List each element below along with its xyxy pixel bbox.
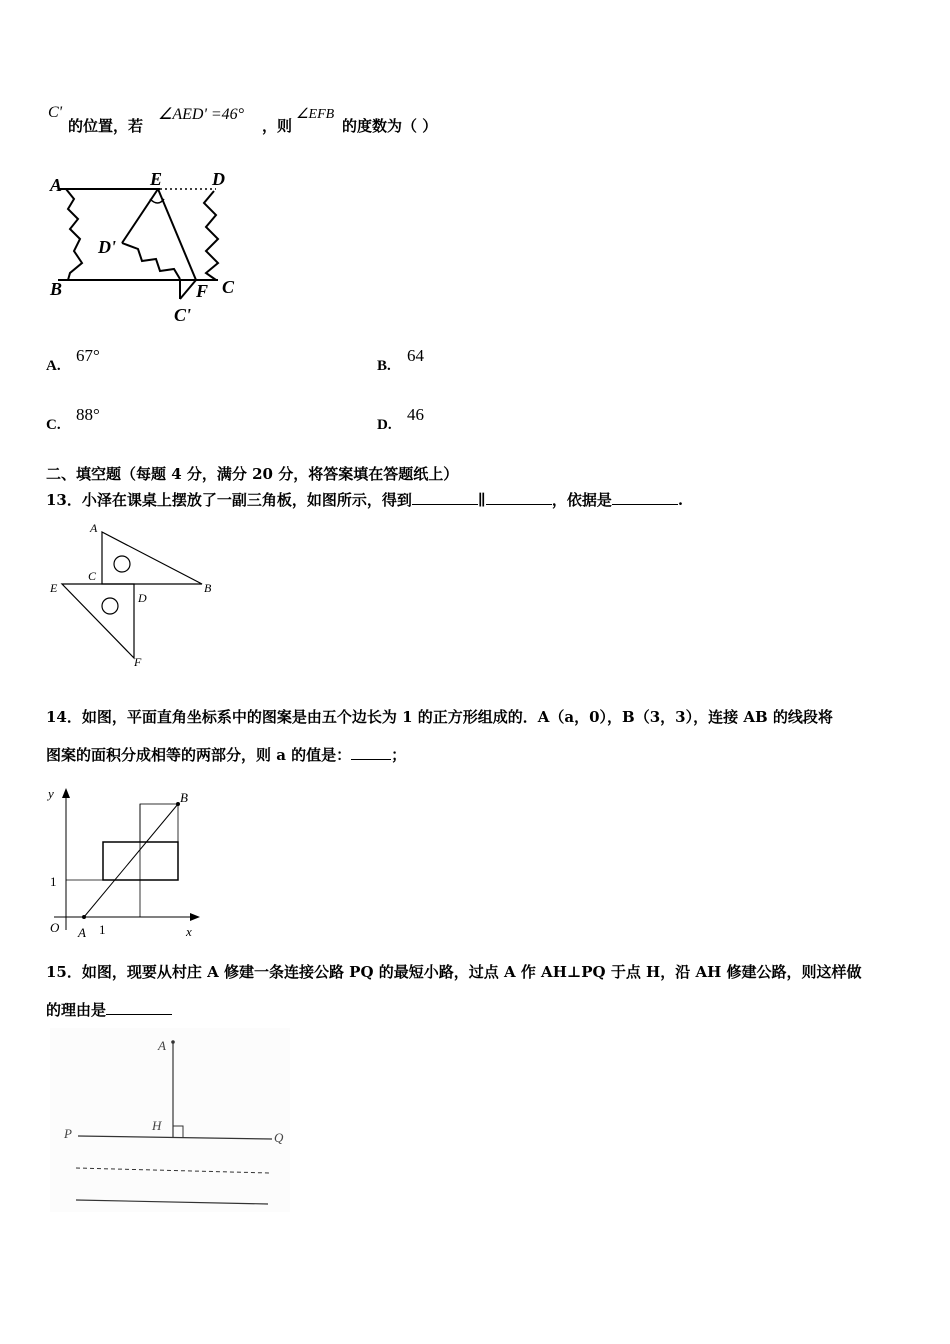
option-b-value: 64 <box>407 346 424 365</box>
q12-text-position: 的位置，若 <box>68 117 144 135</box>
label-b: B <box>50 279 63 299</box>
option-c[interactable] <box>46 403 166 437</box>
option-a-label: A. <box>46 358 61 374</box>
q13-blank-2[interactable] <box>486 490 552 505</box>
q12-text-then: ，则 <box>262 117 293 135</box>
option-d-label: D. <box>377 417 392 433</box>
q14-text-line-2: 图案的面积分成相等的两部分，则 a 的值是： <box>46 746 352 764</box>
point-a <box>171 1040 175 1044</box>
label-one-x: 1 <box>99 922 106 937</box>
q14-text-line-1: 如图，平面直角坐标系中的图案是由五个边长为 1 的正方形组成的．A（a，0），B（3，3），连接 AB 的线段将 <box>81 708 833 726</box>
q15-figure <box>50 1028 290 1212</box>
scan-background <box>50 1028 290 1212</box>
angle-aed-expression: ∠AED' =46° <box>158 106 245 123</box>
option-b-label: B. <box>377 358 391 374</box>
segment-fc-prime <box>180 280 196 299</box>
segment-ef <box>158 189 196 280</box>
zigzag-ab <box>66 189 82 280</box>
y-axis-arrow <box>62 788 70 798</box>
q15-text-line-2: 的理由是 <box>46 1001 107 1019</box>
zigzag-d-prime <box>122 243 180 279</box>
c-prime-symbol: C' <box>48 104 63 121</box>
segment-ed-prime <box>122 189 158 243</box>
label-q: Q <box>274 1130 284 1145</box>
q13-figure <box>46 520 226 670</box>
option-d-value: 46 <box>407 405 424 424</box>
label-d: D <box>212 169 225 189</box>
q13-blank-1[interactable] <box>412 490 478 505</box>
option-d[interactable] <box>377 403 497 437</box>
q15-line-1 <box>46 961 861 982</box>
hole-lower <box>102 598 118 614</box>
label-b: B <box>204 581 212 595</box>
label-x: x <box>186 924 192 939</box>
option-c-label: C. <box>46 417 61 433</box>
segment-ab <box>84 804 178 917</box>
q14-line-2 <box>46 744 406 765</box>
q13-text-end: . <box>677 491 684 509</box>
label-a: A <box>50 175 63 195</box>
q15-number: 15． <box>46 963 82 981</box>
point-a <box>82 915 86 919</box>
q13-number: 13． <box>46 491 82 509</box>
triangle-def <box>62 584 134 658</box>
q15-answer-blank[interactable] <box>106 1000 172 1015</box>
q15-line-2 <box>46 999 172 1020</box>
label-b: B <box>180 790 188 805</box>
q14-number: 14． <box>46 708 82 726</box>
label-p: P <box>64 1126 72 1141</box>
label-f: F <box>196 281 209 301</box>
q12-stem <box>46 104 926 140</box>
angle-efb-expression: ∠EFB <box>296 107 335 122</box>
hole-upper <box>114 556 130 572</box>
label-e: E <box>150 169 163 189</box>
label-d-prime: D' <box>98 237 116 257</box>
section-2-title: 二、填空题（每题 4 分，满分 20 分，将答案填在答题纸上） <box>46 465 459 483</box>
q13-parallel-symbol: ∥ <box>477 491 486 509</box>
q12-figure <box>46 165 246 325</box>
label-f: F <box>134 655 142 669</box>
top-square <box>140 804 178 842</box>
zigzag-dc <box>204 191 218 280</box>
q13-text-b: ，依据是 <box>551 491 612 509</box>
label-h: H <box>152 1118 162 1133</box>
option-b[interactable] <box>377 344 497 378</box>
q13-blank-3[interactable] <box>612 490 678 505</box>
label-o: O <box>50 920 60 935</box>
q13-stem <box>46 489 683 510</box>
label-a: A <box>78 925 86 940</box>
label-e: E <box>50 581 58 595</box>
option-a-value: 67° <box>76 346 100 365</box>
q13-text-a: 小泽在课桌上摆放了一副三角板，如图所示，得到 <box>81 491 412 509</box>
q14-text-end: ； <box>391 746 407 764</box>
label-a: A <box>158 1038 166 1053</box>
q12-text-degree: 的度数为（ ） <box>342 117 438 135</box>
q14-figure <box>40 782 210 942</box>
label-c-prime: C' <box>174 305 192 325</box>
q14-answer-blank[interactable] <box>351 745 391 760</box>
q15-text-line-1: 如图，现要从村庄 A 修建一条连接公路 PQ 的最短小路，过点 A 作 AH⊥PQ 于点 H，沿 AH 修建公路，则这样做 <box>81 963 862 981</box>
label-c: C <box>222 277 235 297</box>
label-one-y: 1 <box>50 874 57 889</box>
q14-line-1 <box>46 706 833 727</box>
option-a[interactable] <box>46 344 166 378</box>
label-d: D <box>138 591 147 605</box>
x-axis-arrow <box>190 913 200 921</box>
option-c-value: 88° <box>76 405 100 424</box>
label-a: A <box>90 521 98 535</box>
label-y: y <box>48 786 54 801</box>
middle-rect <box>103 842 178 880</box>
label-c: C <box>88 569 97 583</box>
